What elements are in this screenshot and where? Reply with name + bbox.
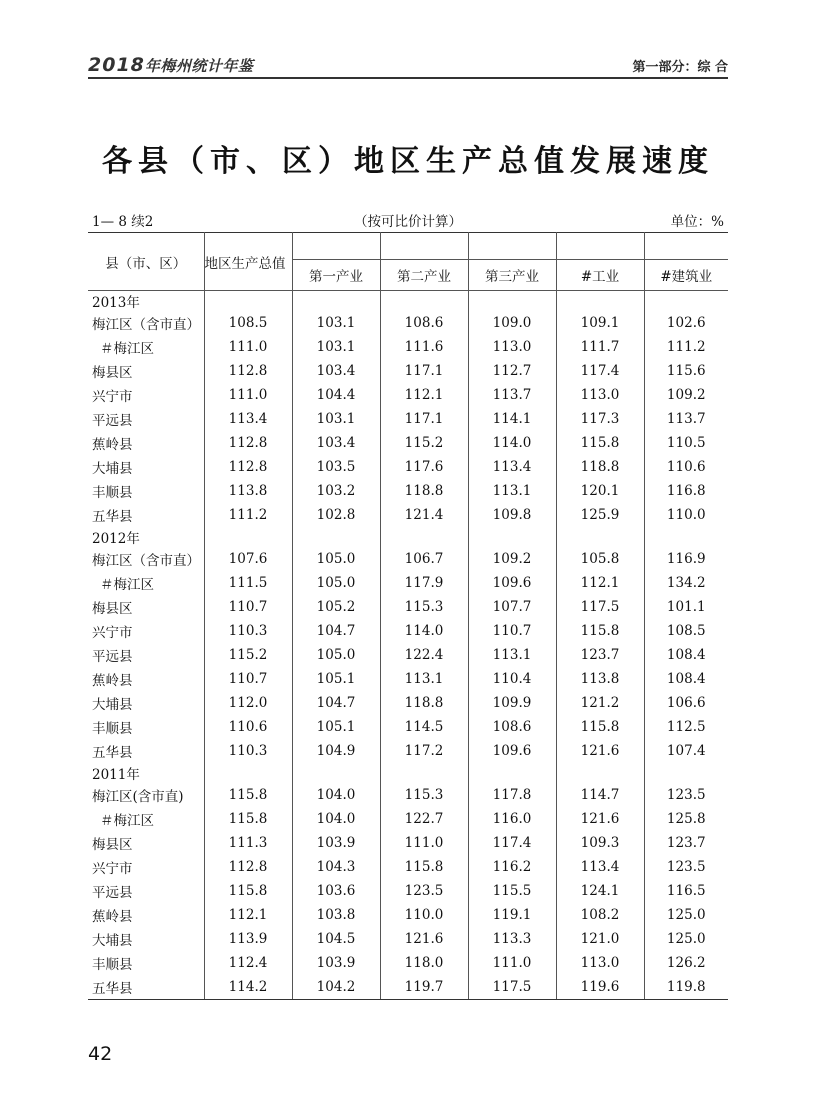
cell-county-name: 平远县 <box>92 885 133 901</box>
cell-tertiary: 110.4 <box>468 667 556 691</box>
cell-secondary: 113.1 <box>380 667 468 691</box>
cell-gdp: 112.1 <box>204 903 292 927</box>
cell-tertiary: 109.9 <box>468 691 556 715</box>
table-row <box>88 807 728 831</box>
cell-tertiary: 109.8 <box>468 503 556 527</box>
column-header-industry: #工业 <box>556 260 644 291</box>
cell-industry: 115.8 <box>556 715 644 739</box>
table-row <box>88 311 728 335</box>
cell-secondary: 115.2 <box>380 431 468 455</box>
cell-secondary: 115.8 <box>380 855 468 879</box>
cell-primary: 105.2 <box>292 595 380 619</box>
cell-primary: 105.0 <box>292 547 380 571</box>
cell-gdp: 114.2 <box>204 975 292 1000</box>
cell-tertiary: 113.1 <box>468 643 556 667</box>
cell-industry: 108.2 <box>556 903 644 927</box>
cell-secondary: 118.0 <box>380 951 468 975</box>
cell-construction: 123.5 <box>644 855 728 879</box>
table-row <box>88 359 728 383</box>
cell-construction: 112.5 <box>644 715 728 739</box>
cell-construction: 110.6 <box>644 455 728 479</box>
cell-secondary: 122.7 <box>380 807 468 831</box>
cell-primary: 104.7 <box>292 691 380 715</box>
cell-primary: 105.0 <box>292 643 380 667</box>
table-row <box>88 879 728 903</box>
cell-primary: 105.1 <box>292 667 380 691</box>
table-row <box>88 383 728 407</box>
cell-county-name: 丰顺县 <box>92 721 133 737</box>
cell-tertiary: 117.4 <box>468 831 556 855</box>
cell-construction: 123.5 <box>644 783 728 807</box>
cell-primary: 103.4 <box>292 359 380 383</box>
cell-gdp: 111.0 <box>204 335 292 359</box>
cell-primary: 104.0 <box>292 807 380 831</box>
cell-construction: 108.4 <box>644 643 728 667</box>
cell-gdp: 112.8 <box>204 359 292 383</box>
column-header-primary: 第一产业 <box>292 260 380 291</box>
cell-tertiary: 107.7 <box>468 595 556 619</box>
cell-tertiary: 113.4 <box>468 455 556 479</box>
cell-industry: 114.7 <box>556 783 644 807</box>
cell-construction: 123.7 <box>644 831 728 855</box>
cell-county-name: 兴宁市 <box>92 389 133 405</box>
cell-county-name: ＃梅江区 <box>100 341 154 357</box>
table-row <box>88 455 728 479</box>
cell-gdp: 112.8 <box>204 455 292 479</box>
cell-county-name: 梅江区（含市直） <box>92 317 200 333</box>
cell-industry: 124.1 <box>556 879 644 903</box>
table-row <box>88 595 728 619</box>
cell-secondary: 119.7 <box>380 975 468 1000</box>
table-code: 1— 8 续2 <box>92 214 154 230</box>
cell-primary: 103.2 <box>292 479 380 503</box>
cell-construction: 115.6 <box>644 359 728 383</box>
cell-county-name: 梅县区 <box>92 601 133 617</box>
cell-gdp: 111.3 <box>204 831 292 855</box>
cell-secondary: 117.9 <box>380 571 468 595</box>
cell-tertiary: 115.5 <box>468 879 556 903</box>
cell-county-name: 蕉岭县 <box>92 673 133 689</box>
cell-tertiary: 109.2 <box>468 547 556 571</box>
cell-county-name: 五华县 <box>92 509 133 525</box>
running-header-section: 第一部分：综 合 <box>632 60 728 75</box>
year-row <box>88 527 728 547</box>
cell-gdp: 113.4 <box>204 407 292 431</box>
cell-industry: 120.1 <box>556 479 644 503</box>
cell-county-name: 梅江区(含市直) <box>92 789 184 805</box>
cell-secondary: 117.6 <box>380 455 468 479</box>
cell-construction: 108.4 <box>644 667 728 691</box>
cell-secondary: 111.0 <box>380 831 468 855</box>
table-row <box>88 715 728 739</box>
table-body <box>88 291 728 1000</box>
table-row <box>88 431 728 455</box>
cell-secondary: 121.4 <box>380 503 468 527</box>
cell-industry: 121.2 <box>556 691 644 715</box>
cell-gdp: 107.6 <box>204 547 292 571</box>
cell-county-name: 兴宁市 <box>92 861 133 877</box>
cell-construction: 125.0 <box>644 927 728 951</box>
cell-tertiary: 117.8 <box>468 783 556 807</box>
cell-tertiary: 112.7 <box>468 359 556 383</box>
cell-secondary: 121.6 <box>380 927 468 951</box>
table-row <box>88 975 728 1000</box>
table-row <box>88 643 728 667</box>
cell-gdp: 110.7 <box>204 595 292 619</box>
cell-industry: 125.9 <box>556 503 644 527</box>
cell-industry: 115.8 <box>556 431 644 455</box>
cell-tertiary: 109.6 <box>468 571 556 595</box>
cell-industry: 115.8 <box>556 619 644 643</box>
cell-tertiary: 113.0 <box>468 335 556 359</box>
cell-secondary: 123.5 <box>380 879 468 903</box>
cell-gdp: 112.4 <box>204 951 292 975</box>
cell-secondary: 106.7 <box>380 547 468 571</box>
table-row <box>88 739 728 763</box>
cell-primary: 104.3 <box>292 855 380 879</box>
cell-primary: 104.2 <box>292 975 380 1000</box>
table-row <box>88 407 728 431</box>
cell-industry: 123.7 <box>556 643 644 667</box>
table-row <box>88 503 728 527</box>
cell-primary: 104.7 <box>292 619 380 643</box>
cell-county-name: 丰顺县 <box>92 957 133 973</box>
cell-industry: 109.3 <box>556 831 644 855</box>
cell-construction: 107.4 <box>644 739 728 763</box>
table-note: （按可比价计算） <box>354 214 462 230</box>
table-meta <box>88 208 728 230</box>
cell-primary: 104.5 <box>292 927 380 951</box>
cell-county-name: 梅县区 <box>92 365 133 381</box>
cell-gdp: 111.5 <box>204 571 292 595</box>
cell-gdp: 115.2 <box>204 643 292 667</box>
cell-tertiary: 113.3 <box>468 927 556 951</box>
cell-gdp: 113.8 <box>204 479 292 503</box>
cell-industry: 117.3 <box>556 407 644 431</box>
table-row <box>88 831 728 855</box>
cell-gdp: 111.2 <box>204 503 292 527</box>
cell-construction: 116.9 <box>644 547 728 571</box>
cell-industry: 117.4 <box>556 359 644 383</box>
cell-industry: 117.5 <box>556 595 644 619</box>
cell-tertiary: 111.0 <box>468 951 556 975</box>
cell-gdp: 115.8 <box>204 807 292 831</box>
cell-secondary: 111.6 <box>380 335 468 359</box>
cell-gdp: 110.7 <box>204 667 292 691</box>
page-title: 各县（市、区）地区生产总值发展速度 <box>102 144 714 179</box>
table-row <box>88 479 728 503</box>
cell-industry: 113.0 <box>556 383 644 407</box>
table-row <box>88 547 728 571</box>
cell-construction: 113.7 <box>644 407 728 431</box>
cell-county-name: 梅江区（含市直） <box>92 553 200 569</box>
cell-construction: 126.2 <box>644 951 728 975</box>
column-header-tertiary: 第三产业 <box>468 260 556 291</box>
cell-construction: 111.2 <box>644 335 728 359</box>
cell-construction: 110.0 <box>644 503 728 527</box>
cell-tertiary: 114.1 <box>468 407 556 431</box>
table-unit: 单位：% <box>670 214 724 230</box>
cell-county-name: 蕉岭县 <box>92 909 133 925</box>
year-row <box>88 291 728 312</box>
table-row <box>88 855 728 879</box>
cell-primary: 102.8 <box>292 503 380 527</box>
cell-industry: 113.8 <box>556 667 644 691</box>
cell-industry: 121.6 <box>556 739 644 763</box>
cell-gdp: 112.8 <box>204 855 292 879</box>
running-header-book: 年梅州统计年鉴 <box>144 57 254 75</box>
cell-industry: 112.1 <box>556 571 644 595</box>
table-row <box>88 903 728 927</box>
cell-county-name: 五华县 <box>92 745 133 761</box>
cell-gdp: 110.3 <box>204 619 292 643</box>
cell-primary: 103.1 <box>292 311 380 335</box>
table-row <box>88 335 728 359</box>
cell-county-name: 大埔县 <box>92 697 133 713</box>
cell-industry: 109.1 <box>556 311 644 335</box>
cell-secondary: 108.6 <box>380 311 468 335</box>
cell-secondary: 117.1 <box>380 407 468 431</box>
table-header <box>88 233 728 291</box>
column-header-gdp: 地区生产总值 <box>204 233 292 291</box>
cell-construction: 109.2 <box>644 383 728 407</box>
cell-construction: 110.5 <box>644 431 728 455</box>
growth-table <box>88 232 728 1000</box>
cell-secondary: 117.1 <box>380 359 468 383</box>
cell-county-name: 大埔县 <box>92 933 133 949</box>
cell-gdp: 115.8 <box>204 879 292 903</box>
cell-gdp: 112.8 <box>204 431 292 455</box>
cell-industry: 113.0 <box>556 951 644 975</box>
cell-gdp: 112.0 <box>204 691 292 715</box>
cell-secondary: 112.1 <box>380 383 468 407</box>
column-header-secondary: 第二产业 <box>380 260 468 291</box>
cell-construction: 102.6 <box>644 311 728 335</box>
cell-tertiary: 109.0 <box>468 311 556 335</box>
year-label: 2012年 <box>92 531 140 547</box>
cell-construction: 125.8 <box>644 807 728 831</box>
cell-construction: 116.5 <box>644 879 728 903</box>
cell-primary: 103.9 <box>292 831 380 855</box>
cell-secondary: 118.8 <box>380 691 468 715</box>
cell-tertiary: 116.2 <box>468 855 556 879</box>
running-header-year: 2018 <box>88 54 145 76</box>
cell-county-name: 大埔县 <box>92 461 133 477</box>
cell-tertiary: 114.0 <box>468 431 556 455</box>
cell-tertiary: 109.6 <box>468 739 556 763</box>
cell-tertiary: 113.7 <box>468 383 556 407</box>
table-row <box>88 667 728 691</box>
table-row <box>88 783 728 807</box>
cell-tertiary: 113.1 <box>468 479 556 503</box>
cell-secondary: 117.2 <box>380 739 468 763</box>
cell-construction: 101.1 <box>644 595 728 619</box>
cell-gdp: 110.6 <box>204 715 292 739</box>
cell-primary: 104.4 <box>292 383 380 407</box>
cell-industry: 121.6 <box>556 807 644 831</box>
cell-county-name: 梅县区 <box>92 837 133 853</box>
cell-construction: 116.8 <box>644 479 728 503</box>
cell-primary: 105.0 <box>292 571 380 595</box>
cell-gdp: 111.0 <box>204 383 292 407</box>
cell-county-name: 平远县 <box>92 649 133 665</box>
cell-construction: 119.8 <box>644 975 728 1000</box>
cell-industry: 119.6 <box>556 975 644 1000</box>
cell-primary: 103.8 <box>292 903 380 927</box>
cell-tertiary: 116.0 <box>468 807 556 831</box>
cell-secondary: 114.0 <box>380 619 468 643</box>
cell-construction: 106.6 <box>644 691 728 715</box>
cell-county-name: 兴宁市 <box>92 625 133 641</box>
cell-secondary: 122.4 <box>380 643 468 667</box>
cell-industry: 105.8 <box>556 547 644 571</box>
cell-secondary: 118.8 <box>380 479 468 503</box>
cell-primary: 103.6 <box>292 879 380 903</box>
cell-construction: 134.2 <box>644 571 728 595</box>
year-row <box>88 763 728 783</box>
cell-industry: 121.0 <box>556 927 644 951</box>
table-row <box>88 927 728 951</box>
cell-primary: 103.5 <box>292 455 380 479</box>
year-label: 2013年 <box>92 295 140 311</box>
cell-primary: 105.1 <box>292 715 380 739</box>
cell-county-name: 丰顺县 <box>92 485 133 501</box>
cell-primary: 103.1 <box>292 407 380 431</box>
table-row <box>88 691 728 715</box>
cell-construction: 108.5 <box>644 619 728 643</box>
cell-secondary: 115.3 <box>380 595 468 619</box>
table-row <box>88 571 728 595</box>
column-header-construction: #建筑业 <box>644 260 728 291</box>
cell-secondary: 114.5 <box>380 715 468 739</box>
year-label: 2011年 <box>92 767 140 783</box>
cell-county-name: 蕉岭县 <box>92 437 133 453</box>
header-rule <box>88 77 728 79</box>
running-header <box>88 52 728 76</box>
cell-primary: 104.9 <box>292 739 380 763</box>
page-number: 42 <box>88 1043 113 1065</box>
cell-secondary: 115.3 <box>380 783 468 807</box>
cell-industry: 111.7 <box>556 335 644 359</box>
cell-county-name: ＃梅江区 <box>100 577 154 593</box>
cell-primary: 103.1 <box>292 335 380 359</box>
cell-industry: 118.8 <box>556 455 644 479</box>
cell-tertiary: 119.1 <box>468 903 556 927</box>
cell-primary: 103.9 <box>292 951 380 975</box>
cell-industry: 113.4 <box>556 855 644 879</box>
cell-secondary: 110.0 <box>380 903 468 927</box>
cell-gdp: 110.3 <box>204 739 292 763</box>
cell-gdp: 113.9 <box>204 927 292 951</box>
table-row <box>88 619 728 643</box>
cell-county-name: 五华县 <box>88 975 204 1000</box>
cell-gdp: 108.5 <box>204 311 292 335</box>
cell-tertiary: 108.6 <box>468 715 556 739</box>
column-header-county: 县（市、区） <box>88 233 204 291</box>
cell-tertiary: 110.7 <box>468 619 556 643</box>
cell-primary: 103.4 <box>292 431 380 455</box>
running-header-book-title <box>88 54 253 76</box>
cell-gdp: 115.8 <box>204 783 292 807</box>
cell-primary: 104.0 <box>292 783 380 807</box>
cell-tertiary: 117.5 <box>468 975 556 1000</box>
cell-county-name: 平远县 <box>92 413 133 429</box>
cell-construction: 125.0 <box>644 903 728 927</box>
cell-county-name: ＃梅江区 <box>100 813 154 829</box>
table-row <box>88 951 728 975</box>
